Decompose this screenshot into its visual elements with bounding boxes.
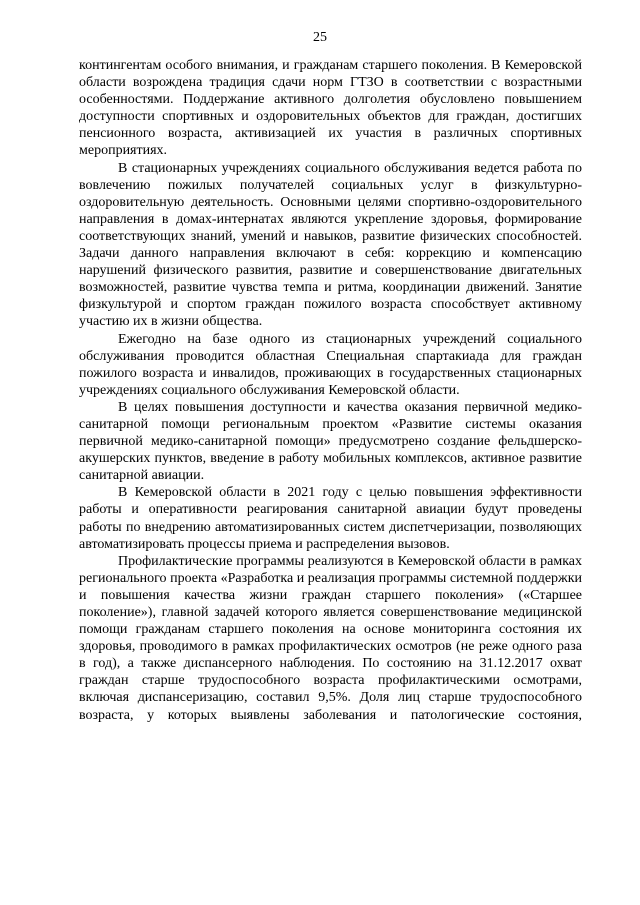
body-text (79, 57, 582, 724)
paragraph-special-spartakiad: Ежегодно на базе одного из стационарных учреждений социального обслуживания проводится областная Специальная спартакиада для граждан пожилого возраста и инвалидов, проживающих в государственных стационарных учреждениях социального обслуживания Кемеровской области. (79, 331, 582, 398)
page-number: 25 (313, 30, 327, 45)
paragraph-sports-in-care-homes: В стационарных учреждениях социального обслуживания ведется работа по вовлечению пожилых получателей социальных услуг в физкультурно-оздоровительную деятельность. Основными целями спортивно-оздоровительного направления в домах-интернатах являются укрепление здоровья, формирование соответствующих знаний, умений и навыков, развитие физических способностей. Задачи данного направления включают в себя: коррекцию и компенсацию нарушений физического развития, развитие и совершенствование двигательных возможностей, развитие чувства темпа и ритма, координации движений. Занятие физкультурой и спортом граждан пожилого возраста способствует активному участию их в жизни общества. (79, 160, 582, 330)
paragraph-continuation: контингентам особого внимания, и гражданам старшего поколения. В Кемеровской области возрождена традиция сдачи норм ГТЗО в соответствии с возрастными особенностями. Поддержание активного долголетия обусловлено повышением доступности спортивных и оздоровительных объектов для граждан, достигших пенсионного возраста, активизацией их участия в различных спортивных мероприятиях. (79, 58, 582, 159)
paragraph-prevention-programs: Профилактические программы реализуются в Кемеровской области в рамках регионального проекта «Разработка и реализация программы системной поддержки и повышения качества жизни граждан старшего поколения» («Старшее поколение»), главной задачей которого является совершенствование медицинской помощи гражданам старшего поколения на основе мониторинга состояния их здоровья, проводимого в рамках профилактических осмотров (не реже одного раза в год), а также диспансерного наблюдения. По состоянию на 31.12.2017 охват граждан старше трудоспособного возраста профилактическими осмотрами, включая диспансеризацию, составил 9,5%. Доля лиц старше трудоспособного возраста, у которых выявлены заболевания и патологические состояния, (79, 553, 582, 723)
paragraph-primary-care: В целях повышения доступности и качества оказания первичной медико-санитарной помощи региональным проектом «Развитие системы оказания первичной медико-санитарной помощи» предусмотрено создание фельдшерско-акушерских пунктов, введение в работу мобильных комплексов, активное развитие санитарной авиации. (79, 399, 582, 484)
paragraph-air-ambulance: В Кемеровской области в 2021 году с целью повышения эффективности работы и оперативности реагирования санитарной авиации будут проведены работы по внедрению автоматизированных систем диспетчеризации, позволяющих автоматизировать процессы приема и распределения вызовов. (79, 485, 582, 552)
